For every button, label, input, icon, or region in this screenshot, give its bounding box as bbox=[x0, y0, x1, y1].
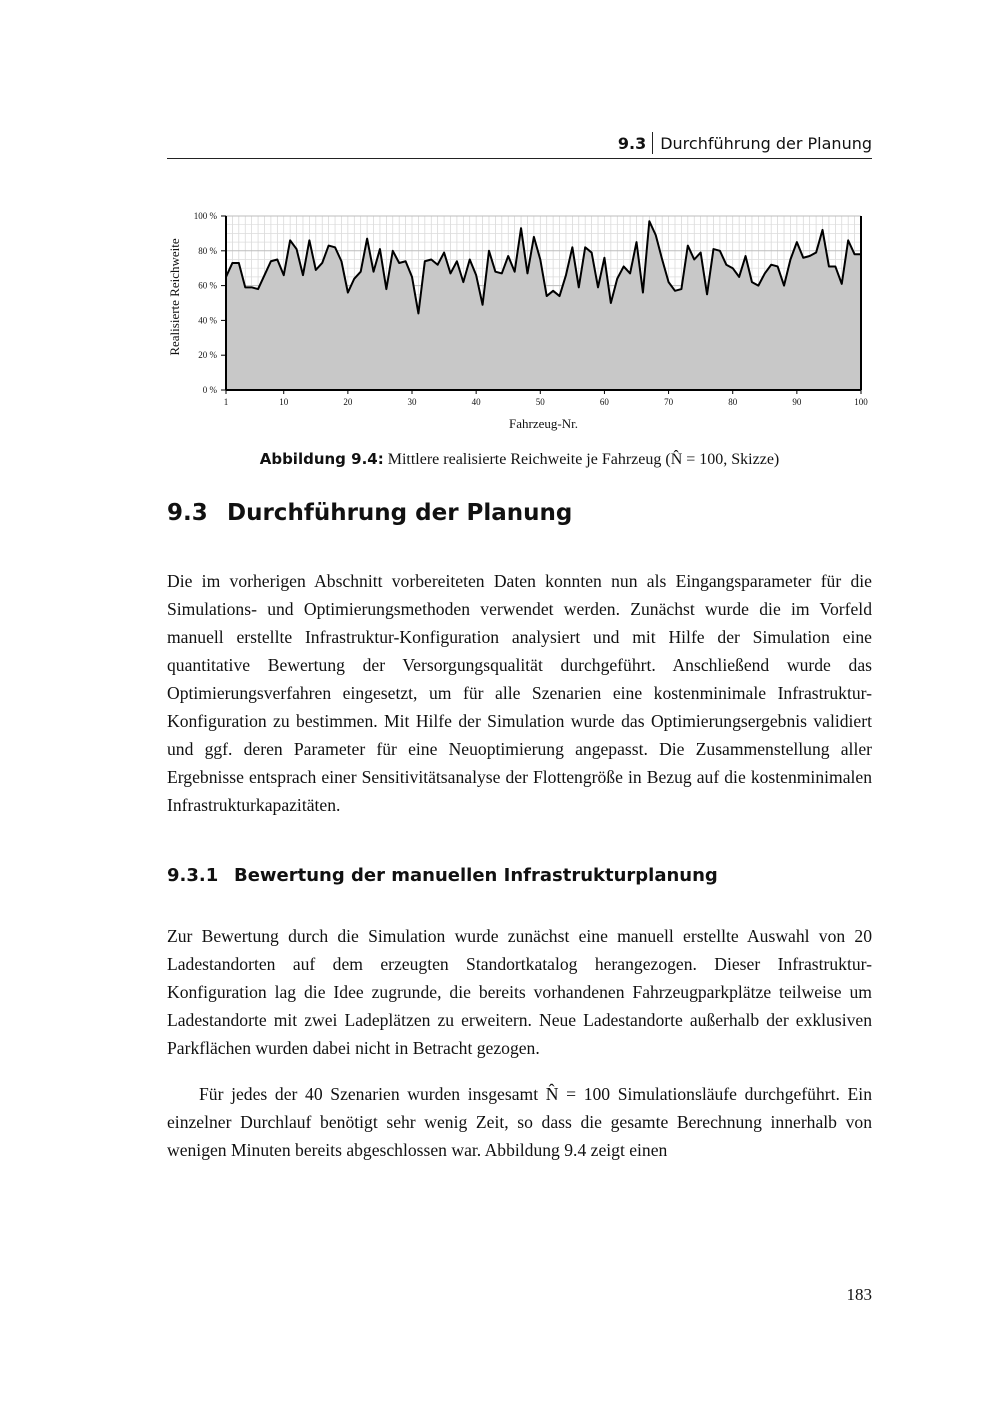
paragraph-2: Zur Bewertung durch die Simulation wurde zunächst eine manuell erstellte Auswahl von 20 Ladestandorten auf dem erzeugten Standortkatalog herangezogen. Dieser Infrastruktur-Konfiguration lag die Idee zugrunde, die bereits vorhandenen Fahrzeugparkplätze teilweise um Ladestandorte mit zwei Ladeplätzen zu erweitern. Neue Ladestandorte außerhalb der exklusiven Parkflächen wurden dabei nicht in Betracht gezogen. bbox=[167, 926, 872, 1058]
header-separator bbox=[652, 132, 653, 154]
x-tick-label: 90 bbox=[792, 397, 802, 407]
figure-caption bbox=[167, 450, 872, 469]
header-section-title: Durchführung der Planung bbox=[660, 134, 872, 153]
y-tick-label: 0 % bbox=[202, 385, 217, 395]
figure-chart bbox=[160, 200, 880, 440]
x-tick-label: 1 bbox=[223, 397, 229, 407]
area-fill bbox=[226, 221, 861, 390]
y-tick-label: 40 % bbox=[198, 315, 217, 326]
paragraph-3: Für jedes der 40 Szenarien wurden insgesamt N̂ = 100 Simulationsläufe durchgeführt. Ein einzelner Durchlauf benötigt sehr wenig Zeit, so dass die gesamte Berechnung innerhalb von wenigen Minuten bereits abgeschlossen war. Abbildung 9.4 zeigt einen bbox=[167, 1084, 872, 1160]
x-tick-label: 10 bbox=[279, 397, 289, 407]
subsection-heading bbox=[167, 865, 718, 886]
y-tick-label: 100 % bbox=[193, 211, 217, 221]
area-chart bbox=[160, 200, 880, 440]
x-tick-label: 100 bbox=[854, 397, 868, 407]
subsection-number: 9.3.1 bbox=[167, 865, 219, 886]
y-tick-label: 60 % bbox=[198, 280, 217, 291]
page-number: 183 bbox=[846, 1285, 872, 1304]
x-tick-label: 70 bbox=[664, 397, 674, 407]
y-tick-label: 20 % bbox=[198, 350, 217, 361]
x-tick-label: 40 bbox=[471, 397, 481, 407]
x-tick-label: 80 bbox=[728, 397, 738, 407]
x-tick-label: 20 bbox=[343, 397, 353, 407]
paragraph-1: Die im vorherigen Abschnitt vorbereiteten Daten konnten nun als Eingangsparameter für die Simulations- und Optimierungsmethoden verwendet werden. Zunächst wurde die im Vorfeld manuell erstellte Infrastruktur-Konfiguration analysiert und mit Hilfe der Simulation eine quantitative Bewertung der Versorgungsqualität durchgeführt. Anschließend wurde das Optimierungsverfahren eingesetzt, um für alle Szenarien eine kostenminimale Infrastruktur-Konfiguration zu bestimmen. Mit Hilfe der Simulation wurde das Optimierungsergebnis validiert und ggf. deren Parameter für eine Neuoptimierung angepasst. Die Zusammenstellung aller Ergebnisse entsprach einer Sensitivitätsanalyse der Flottengröße in Bezug auf die kostenminimalen Infrastrukturkapazitäten. bbox=[167, 571, 872, 815]
subsection-title: Bewertung der manuellen Infrastrukturplanung bbox=[234, 865, 718, 886]
section-title: Durchführung der Planung bbox=[227, 500, 573, 526]
x-tick-label: 50 bbox=[535, 397, 545, 407]
y-tick-label: 80 % bbox=[198, 245, 217, 256]
x-tick-label: 60 bbox=[599, 397, 609, 407]
running-header bbox=[167, 132, 872, 159]
section-number: 9.3 bbox=[167, 500, 208, 526]
caption-label: Abbildung 9.4: bbox=[259, 450, 384, 468]
caption-text: Mittlere realisierte Reichweite je Fahrzeug (N̂ = 100, Skizze) bbox=[387, 451, 780, 468]
section-heading bbox=[167, 500, 572, 526]
header-section-number: 9.3 bbox=[617, 134, 647, 153]
y-axis-label: Realisierte Reichweite bbox=[167, 238, 182, 356]
x-axis-label: Fahrzeug-Nr. bbox=[509, 416, 578, 431]
x-tick-label: 30 bbox=[407, 397, 417, 407]
